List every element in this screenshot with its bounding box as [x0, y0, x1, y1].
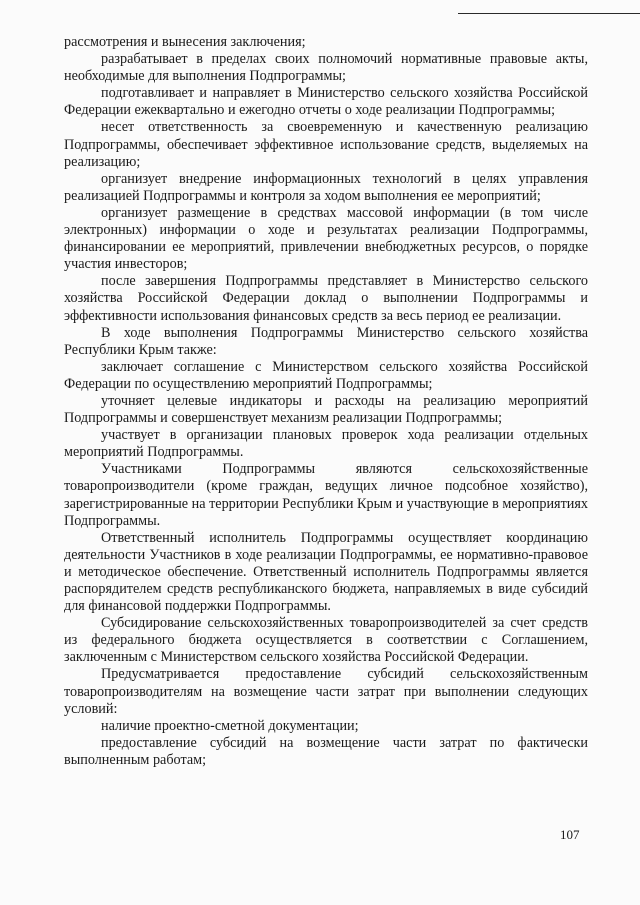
header-rule: [458, 13, 640, 14]
page-number: 107: [560, 827, 580, 842]
paragraph: организует внедрение информационных технологий в целях управления реализацией Подпрограммы и контроля за ходом выполнения ее мероприятий;: [64, 170, 588, 204]
paragraph: В ходе выполнения Подпрограммы Министерство сельского хозяйства Республики Крым также:: [64, 324, 588, 358]
document-body: [64, 34, 588, 769]
paragraph: Участниками Подпрограммы являются сельскохозяйственные товаропроизводители (кроме граждан, ведущих личное подсобное хозяйство), зарегистрированные на территории Республики Крым и участвующие в мероприятиях Подпрограммы.: [64, 461, 588, 529]
paragraph: наличие проектно-сметной документации;: [101, 717, 359, 734]
paragraph: Предусматривается предоставление субсидий сельскохозяйственным товаропроизводителям на возмещение части затрат при выполнении следующих условий:: [64, 666, 588, 717]
paragraph: заключает соглашение с Министерством сельского хозяйства Российской Федерации по осуществлению мероприятий Подпрограммы;: [64, 358, 588, 392]
paragraph: Ответственный исполнитель Подпрограммы осуществляет координацию деятельности Участников в ходе реализации Подпрограммы, ее нормативно-правовое и методическое обеспечение. Ответственный исполнитель Подпрограммы является распорядителем средств республиканского бюджета, направляемых в виде субсидий для финансовой поддержки Подпрограммы.: [64, 529, 588, 615]
paragraph: рассмотрения и вынесения заключения;: [64, 34, 306, 50]
paragraph: уточняет целевые индикаторы и расходы на реализацию мероприятий Подпрограммы и совершенствует механизм реализации Подпрограммы;: [64, 392, 588, 427]
paragraph: подготавливает и направляет в Министерство сельского хозяйства Российской Федерации ежеквартально и ежегодно отчеты о ходе реализации Подпрограммы;: [64, 85, 588, 119]
paragraph: несет ответственность за своевременную и качественную реализацию Подпрограммы, обеспечивает эффективное использование средств, выделяемых на реализацию;: [64, 119, 588, 170]
paragraph: участвует в организации плановых проверок хода реализации отдельных мероприятий Подпрограммы.: [64, 427, 588, 461]
paragraph: предоставление субсидий на возмещение части затрат по фактически выполненным работам;: [64, 734, 588, 768]
paragraph: Субсидирование сельскохозяйственных товаропроизводителей за счет средств из федерального бюджета осуществляется в соответствии с Соглашением, заключенным с Министерством сельского хозяйства Российской Федерации.: [64, 615, 588, 666]
paragraph: после завершения Подпрограммы представляет в Министерство сельского хозяйства Российской Федерации доклад о выполнении Подпрограммы и эффективности использования финансовых средств за весь период ее реализации.: [64, 273, 588, 324]
paragraph: организует размещение в средствах массовой информации (в том числе электронных) информации о ходе и результатах реализации Подпрограммы, финансировании ее мероприятий, привлечении внебюджетных ресурсов, о порядке участия инвесторов;: [64, 204, 588, 273]
paragraph: разрабатывает в пределах своих полномочий нормативные правовые акты, необходимые для выполнения Подпрограммы;: [64, 51, 588, 85]
